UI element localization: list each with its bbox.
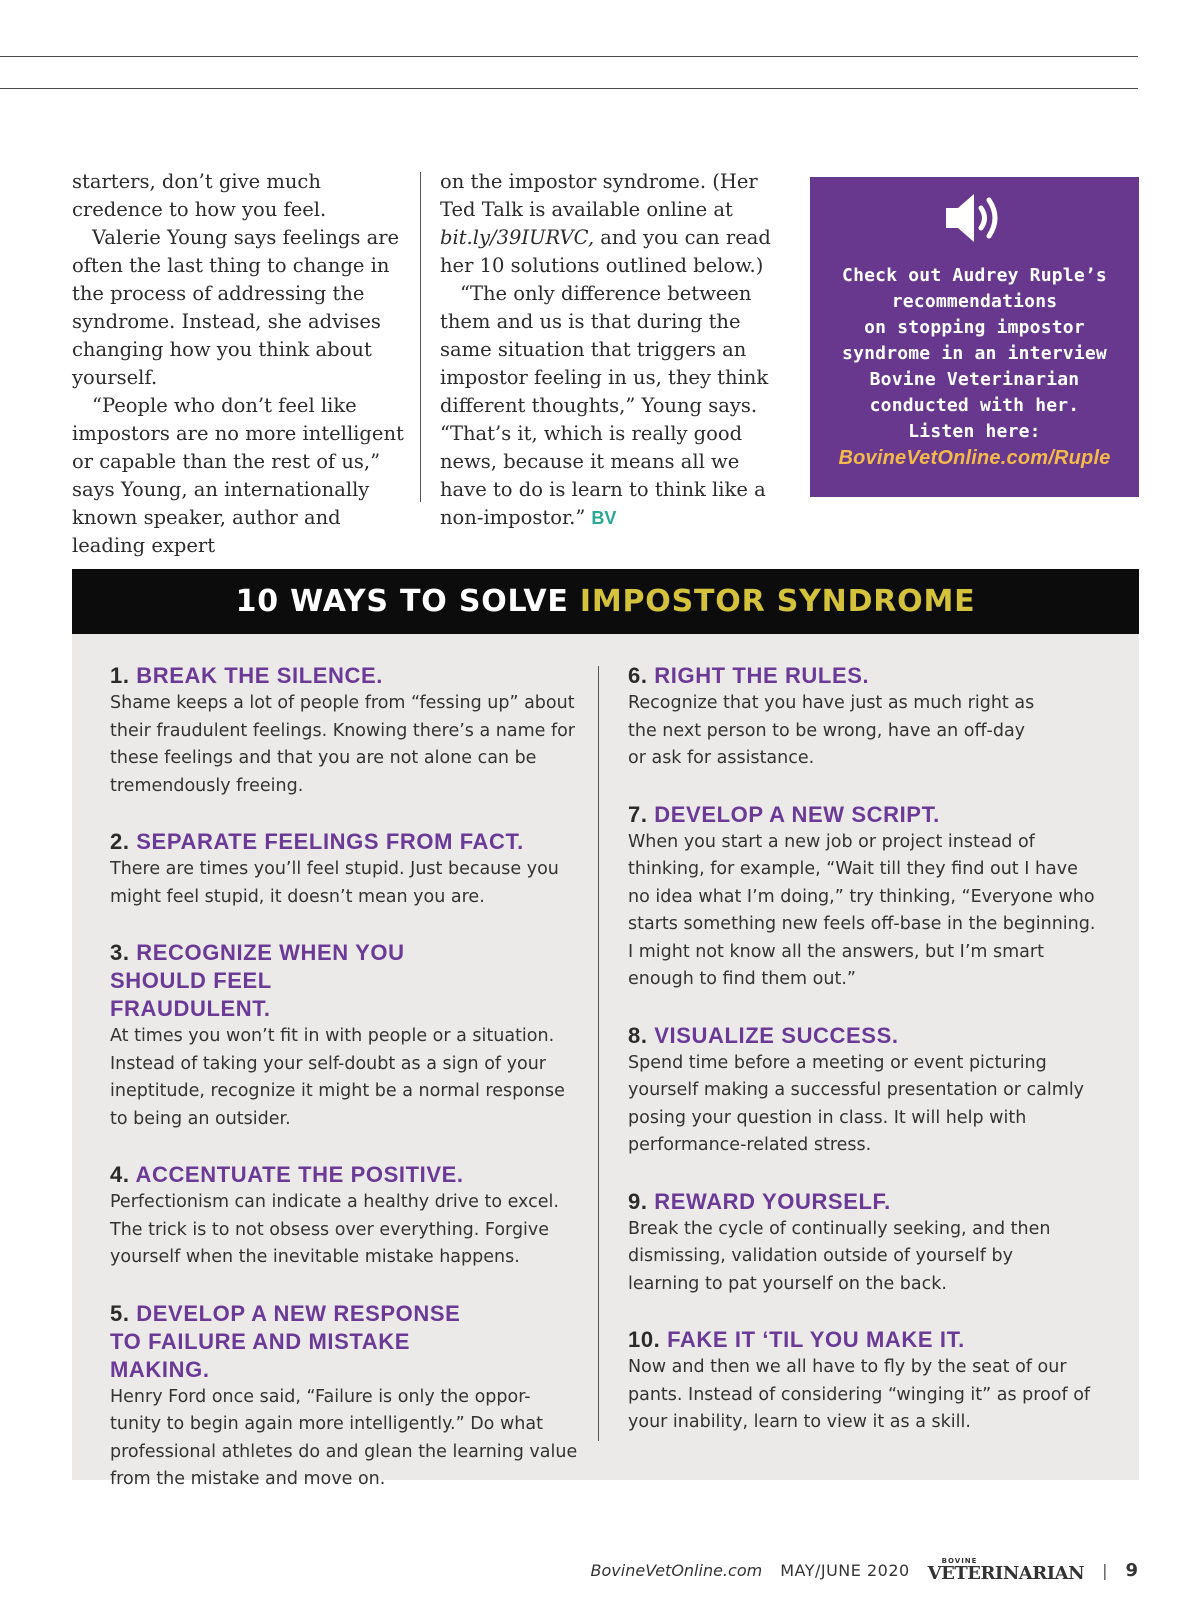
tip-number: 9. [628,1188,648,1214]
callout-line: conducted with her. [869,395,1080,416]
tip-heading [628,801,1098,829]
tip-number: 7. [628,801,648,827]
tip-heading [110,939,410,1023]
tip-heading [110,662,580,690]
tip-item [628,662,1098,773]
tip-body: Break the cycle of continually seeking, and then dismissing, validation outside of yourself by learning to pat yourself on the back. [628,1218,1051,1294]
tip-title: RIGHT THE RULES. [654,663,870,688]
tips-column-left [110,662,580,1522]
tip-number: 2. [110,829,130,854]
end-mark: BV [591,508,617,528]
article-text: “The only difference between them and us is that during the same situation that triggers an impostor feeling in us, they think different thoughts,” Young says. “That’s it, which is really good news, because it means all we have to do is learn to think like a non-impostor.” [440,282,769,529]
article-text: and you can read her 10 solutions outlined below.) [440,226,771,277]
article-column-2 [440,168,776,532]
article-paragraph [440,280,776,532]
tip-heading [628,662,1098,690]
tip-item [110,1300,580,1494]
tip-number: 4. [110,1162,130,1187]
callout-line: on stopping impostor [864,317,1085,338]
footer-separator: | [1102,1560,1108,1580]
tip-heading [628,1188,1098,1216]
tip-title: REWARD YOURSELF. [654,1188,891,1214]
tip-title: VISUALIZE SUCCESS. [654,1022,899,1048]
tip-title: ACCENTUATE THE POSITIVE. [135,1162,464,1187]
tip-title: DEVELOP A NEW SCRIPT. [654,801,940,827]
tip-title: DEVELOP A NEW RESPONSE TO FAILURE AND MISTAKE MAKING. [110,1300,461,1382]
speaker-icon [944,191,1006,245]
tip-item [110,1161,580,1272]
tip-number: 3. [110,940,130,965]
magazine-logo [928,1558,1084,1583]
tip-body: Recognize that you have just as much right as the next person to be wrong, have an off-day or ask for assistance. [628,693,1035,768]
tip-title: BREAK THE SILENCE. [136,663,383,688]
article-column-1 [72,168,408,560]
tip-body: Shame keeps a lot of people from “fessing up” about their fraudulent feelings. Knowing there’s a name for these feelings and that you are not alone can be tremendously freeing. [110,693,576,796]
tip-item [110,828,580,911]
section-banner [72,569,1139,634]
tip-title: SEPARATE FEELINGS FROM FACT. [136,829,524,854]
tip-item [110,939,580,1133]
tip-number: 6. [628,663,648,688]
callout-line: Listen here: [908,421,1041,442]
tip-item [628,1188,1098,1299]
tip-item [110,662,580,800]
article-paragraph: “People who don’t feel like impostors are no more intelligent or capable than the rest of us,” says Young, an internationally known speaker, author and leading expert [72,394,404,557]
tip-item [628,801,1098,994]
tip-title: FAKE IT ‘TIL YOU MAKE IT. [667,1327,965,1352]
callout-line: Bovine Veterinarian [869,369,1080,390]
tip-body: At times you won’t fit in with people or a situation. Instead of taking your self-doubt as a sign of your ineptitude, recognize it might be a normal response to being an outsider. [110,1026,565,1129]
article-paragraph: Valerie Young says feelings are often the last thing to change in the process of addressing the syndrome. Instead, she advises changing how you think about yourself. [72,226,400,389]
tip-body: Spend time before a meeting or event picturing yourself making a successful presentation or calmly posing your question in class. It will help with performance-related stress. [628,1052,1085,1155]
tip-heading [110,1161,580,1189]
tip-title: RECOGNIZE WHEN YOU SHOULD FEEL FRAUDULENT. [110,940,405,1021]
tip-heading [110,828,580,856]
tip-body: Henry Ford once said, “Failure is only the oppor-tunity to begin again more intelligently.” Do what professional athletes do and glean the learning value from the mistake and move on. [110,1386,578,1489]
tips-column-right [628,662,1098,1465]
callout-text [810,263,1139,471]
tips-divider [598,666,599,1441]
footer-site: BovineVetOnline.com [590,1560,763,1580]
tip-heading [628,1022,1098,1050]
tip-body: When you start a new job or project instead of thinking, for example, “Wait till they find out I have no idea what I’m doing,” try thinking, “Everyone who starts something new feels off-base in the beginning. I might not know all the answers, but I’m smart enough to find them out.” [628,831,1096,989]
callout-line: Check out Audrey Ruple’s [842,265,1107,286]
banner-title-highlight: IMPOSTOR SYNDROME [579,584,976,619]
tip-number: 1. [110,663,130,688]
article-paragraph: starters, don’t give much credence to how you feel. [72,170,327,221]
page-number: 9 [1125,1559,1138,1581]
article-paragraph [440,168,776,280]
tip-body: There are times you’ll feel stupid. Just because you might feel stupid, it doesn’t mean you are. [110,859,559,907]
ted-talk-link[interactable]: bit.ly/39IURVC, [440,226,595,249]
banner-title: 10 WAYS TO SOLVE [235,584,580,619]
column-divider [420,172,421,502]
tip-number: 5. [110,1300,130,1326]
tip-number: 8. [628,1022,648,1048]
footer-issue-date: MAY/JUNE 2020 [780,1560,910,1580]
tip-item [628,1022,1098,1160]
callout-link[interactable]: BovineVetOnline.com/Ruple [838,447,1111,469]
logo-top-text: BOVINE [941,1556,978,1565]
tip-number: 10. [628,1327,661,1352]
article-text: on the impostor syndrome. (Her Ted Talk is available online at [440,170,758,221]
logo-main-text: VETERINARIAN [927,1562,1085,1584]
tip-body: Perfectionism can indicate a healthy drive to excel. The trick is to not obsess over everything. Forgive yourself when the inevitable mistake happens. [110,1192,559,1267]
audio-callout-box [810,177,1139,497]
second-rule [0,88,1138,89]
page-footer [591,1556,1138,1584]
tip-item [628,1326,1098,1437]
callout-line: recommendations [891,291,1058,312]
tips-panel [72,634,1139,1489]
callout-line: syndrome in an interview [842,343,1107,364]
tip-heading [110,1300,490,1384]
tip-heading [628,1326,1098,1354]
top-rule [0,56,1138,57]
tip-body: Now and then we all have to fly by the seat of our pants. Instead of considering “winging it” as proof of your inability, learn to view it as a skill. [628,1357,1091,1432]
